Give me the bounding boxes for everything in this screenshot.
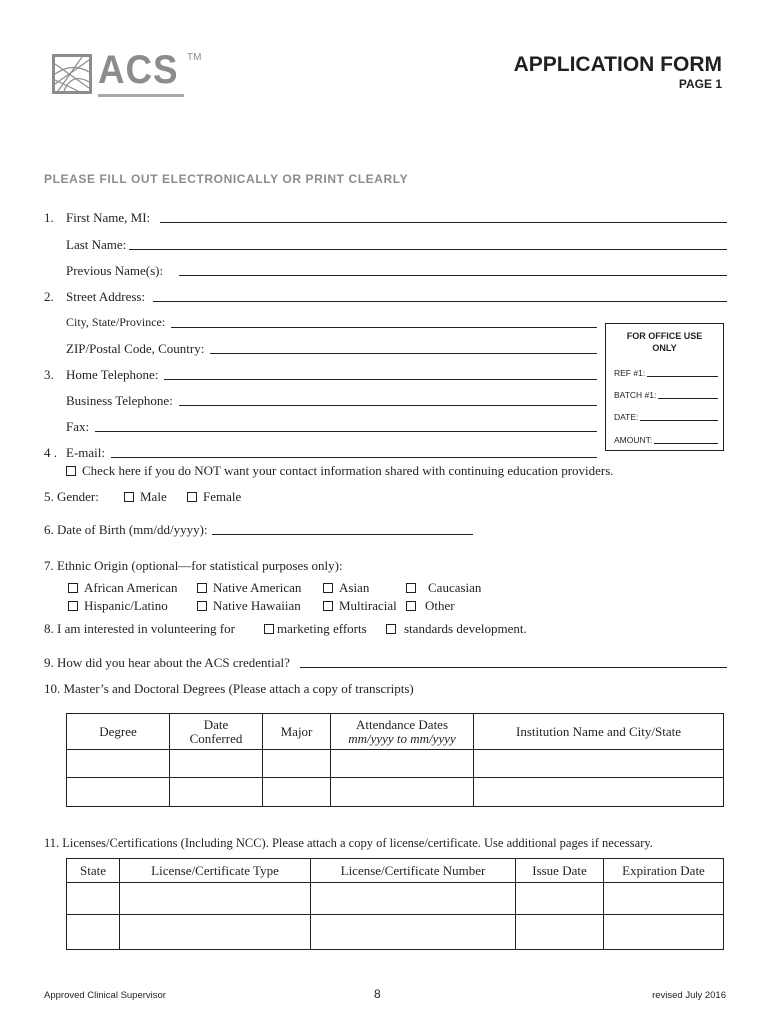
street-address-line[interactable] [153, 300, 727, 302]
office-amount-label: AMOUNT: [614, 435, 653, 445]
ethnic-african-american-label: African American [84, 580, 178, 595]
table-cell[interactable] [170, 778, 263, 807]
table-cell[interactable] [170, 750, 263, 778]
business-telephone-label: Business Telephone: [66, 393, 173, 408]
home-telephone-field[interactable] [44, 367, 597, 382]
license-type-header: License/Certificate Type [120, 859, 311, 883]
volunteer-standards-label: standards development. [404, 621, 527, 636]
attendance-dates-header [331, 714, 474, 750]
office-date-line[interactable] [640, 419, 718, 421]
zip-country-field[interactable] [66, 341, 597, 356]
street-address-label: Street Address: [66, 289, 146, 304]
zip-country-line[interactable] [210, 352, 597, 354]
ethnic-origin-label: 7. Ethnic Origin (optional—for statistical purposes only): [44, 558, 343, 573]
heard-about-label: 9. How did you hear about the ACS credential? [44, 655, 290, 670]
table-row [67, 750, 724, 778]
table-cell[interactable] [120, 915, 311, 950]
question-number: 3. [44, 367, 54, 382]
table-cell[interactable] [604, 883, 724, 915]
city-state-label: City, State/Province: [66, 315, 166, 329]
last-name-field[interactable] [66, 237, 727, 252]
office-date-field[interactable] [614, 412, 718, 422]
question-number: 2. [44, 289, 54, 304]
office-use-title-line2: ONLY [652, 343, 677, 353]
contact-optout-option[interactable] [66, 463, 614, 478]
previous-names-line[interactable] [179, 274, 727, 276]
last-name-label: Last Name: [66, 237, 127, 252]
gender-label: 5. Gender: [44, 489, 99, 504]
ethnic-asian-checkbox[interactable] [323, 583, 333, 593]
ethnic-hispanic-label: Hispanic/Latino [84, 598, 168, 613]
degrees-table-header [67, 714, 724, 750]
fax-field[interactable] [66, 419, 597, 434]
issue-date-header: Issue Date [516, 859, 604, 883]
date-conferred-header [170, 714, 263, 750]
volunteer-standards-option[interactable] [386, 621, 527, 636]
degrees-table [66, 713, 724, 807]
table-row [67, 915, 724, 950]
email-field[interactable] [44, 445, 597, 460]
table-cell[interactable] [263, 750, 331, 778]
office-ref-field[interactable] [614, 368, 718, 378]
office-batch-label: BATCH #1: [614, 390, 657, 400]
ethnic-african-american-option[interactable] [68, 580, 177, 595]
table-cell[interactable] [311, 915, 516, 950]
volunteer-marketing-option[interactable] [264, 621, 367, 636]
table-cell[interactable] [604, 915, 724, 950]
office-use-title [606, 330, 723, 354]
institution-header: Institution Name and City/State [474, 714, 724, 750]
city-state-line[interactable] [171, 326, 597, 328]
table-cell[interactable] [120, 883, 311, 915]
ethnic-multiracial-checkbox[interactable] [323, 601, 333, 611]
trademark-mark: TM [187, 52, 202, 63]
ethnic-caucasian-option[interactable] [406, 580, 481, 595]
degree-header: Degree [67, 714, 170, 750]
table-cell[interactable] [516, 915, 604, 950]
footer-right: revised July 2016 [652, 990, 726, 1001]
table-cell[interactable] [263, 778, 331, 807]
ethnic-other-checkbox[interactable] [406, 601, 416, 611]
table-row [67, 778, 724, 807]
ethnic-native-american-checkbox[interactable] [197, 583, 207, 593]
attendance-dates-header-line1: Attendance Dates [355, 716, 449, 732]
zip-country-label: ZIP/Postal Code, Country: [66, 341, 205, 356]
date-of-birth-field[interactable] [44, 522, 473, 537]
office-date-label: DATE: [614, 412, 639, 422]
table-cell[interactable] [516, 883, 604, 915]
contact-optout-label: Check here if you do NOT want your contact information shared with continuing education providers. [82, 463, 614, 478]
office-amount-field[interactable] [614, 435, 718, 445]
ethnic-other-option[interactable] [406, 598, 455, 613]
heard-about-line[interactable] [300, 666, 727, 668]
city-state-field[interactable] [66, 315, 597, 330]
date-of-birth-line[interactable] [212, 533, 473, 535]
date-conferred-header-line1: Date [203, 716, 229, 732]
office-amount-line[interactable] [654, 442, 718, 444]
page-number: 8 [374, 987, 381, 1001]
major-header: Major [263, 714, 331, 750]
volunteering-label: 8. I am interested in volunteering for [44, 621, 235, 636]
business-telephone-field[interactable] [66, 393, 597, 408]
office-use-box [605, 323, 724, 451]
gender-male-option[interactable] [124, 489, 167, 504]
previous-names-label: Previous Name(s): [66, 263, 164, 278]
ethnic-caucasian-label: Caucasian [428, 580, 482, 595]
fax-line[interactable] [95, 430, 597, 432]
acs-logo-emblem [52, 54, 92, 94]
last-name-line[interactable] [129, 248, 727, 250]
gender-male-checkbox[interactable] [124, 492, 134, 502]
volunteer-marketing-label: marketing efforts [277, 621, 367, 636]
degrees-label: 10. Master’s and Doctoral Degrees (Please attach a copy of transcripts) [44, 681, 414, 696]
expiration-date-header: Expiration Date [604, 859, 724, 883]
ethnic-other-label: Other [425, 598, 455, 613]
ethnic-asian-option[interactable] [323, 580, 369, 595]
logo-underline [98, 94, 184, 97]
office-batch-line[interactable] [658, 397, 718, 399]
table-cell[interactable] [67, 915, 120, 950]
office-use-title-line1: FOR OFFICE USE [626, 331, 703, 341]
table-cell[interactable] [67, 883, 120, 915]
table-cell[interactable] [331, 750, 474, 778]
licenses-table-header [67, 859, 724, 883]
contact-optout-checkbox[interactable] [66, 466, 76, 476]
ethnic-hispanic-checkbox[interactable] [68, 601, 78, 611]
home-telephone-line[interactable] [164, 378, 597, 380]
gender-female-option[interactable] [187, 489, 241, 504]
table-cell[interactable] [67, 778, 170, 807]
gender-female-checkbox[interactable] [187, 492, 197, 502]
license-number-header: License/Certificate Number [311, 859, 516, 883]
previous-names-field[interactable] [66, 263, 727, 278]
first-name-label: First Name, MI: [66, 210, 151, 225]
state-header: State [67, 859, 120, 883]
office-ref-label: REF #1: [614, 368, 646, 378]
acs-logo-text: ACS [98, 48, 179, 92]
attendance-dates-format: mm/yyyy to mm/yyyy [348, 730, 456, 746]
gender-male-label: Male [140, 489, 167, 504]
ethnic-hispanic-option[interactable] [68, 598, 168, 613]
first-name-field[interactable] [44, 210, 727, 225]
email-line[interactable] [111, 456, 597, 458]
table-cell[interactable] [67, 750, 170, 778]
ethnic-asian-label: Asian [339, 580, 370, 595]
ethnic-native-hawaiian-option[interactable] [197, 598, 301, 613]
ethnic-native-american-option[interactable] [197, 580, 301, 595]
table-cell[interactable] [474, 750, 724, 778]
licenses-table [66, 858, 724, 950]
business-telephone-line[interactable] [179, 404, 597, 406]
volunteer-standards-checkbox[interactable] [386, 624, 396, 634]
home-telephone-label: Home Telephone: [66, 367, 159, 382]
heard-about-field[interactable] [44, 655, 727, 670]
form-title: APPLICATION FORM [513, 53, 722, 76]
ethnic-african-american-checkbox[interactable] [68, 583, 78, 593]
ethnic-native-hawaiian-checkbox[interactable] [197, 601, 207, 611]
gender-female-label: Female [203, 489, 242, 504]
ethnic-caucasian-checkbox[interactable] [406, 583, 416, 593]
volunteer-marketing-checkbox[interactable] [264, 624, 274, 634]
ethnic-multiracial-option[interactable] [323, 598, 397, 613]
table-cell[interactable] [474, 778, 724, 807]
page-label: PAGE 1 [678, 77, 722, 91]
table-cell[interactable] [311, 883, 516, 915]
table-row [67, 883, 724, 915]
office-ref-line[interactable] [647, 375, 718, 377]
email-label: E-mail: [66, 445, 105, 460]
licenses-label: 11. Licenses/Certifications (Including NCC). Please attach a copy of license/certificate. Use additional pages if necessary. [44, 836, 653, 850]
office-batch-field[interactable] [614, 390, 718, 400]
footer-left: Approved Clinical Supervisor [44, 990, 166, 1001]
table-cell[interactable] [331, 778, 474, 807]
instructions: PLEASE FILL OUT ELECTRONICALLY OR PRINT CLEARLY [44, 172, 409, 186]
question-number: 1. [44, 210, 54, 225]
first-name-line[interactable] [160, 221, 727, 223]
date-of-birth-label: 6. Date of Birth (mm/dd/yyyy): [44, 522, 208, 537]
ethnic-native-hawaiian-label: Native Hawaiian [213, 598, 301, 613]
ethnic-multiracial-label: Multiracial [339, 598, 397, 613]
date-conferred-header-line2: Conferred [189, 730, 243, 746]
street-address-field[interactable] [44, 289, 727, 304]
question-number: 4 . [44, 445, 57, 460]
fax-label: Fax: [66, 419, 90, 434]
ethnic-native-american-label: Native American [213, 580, 302, 595]
